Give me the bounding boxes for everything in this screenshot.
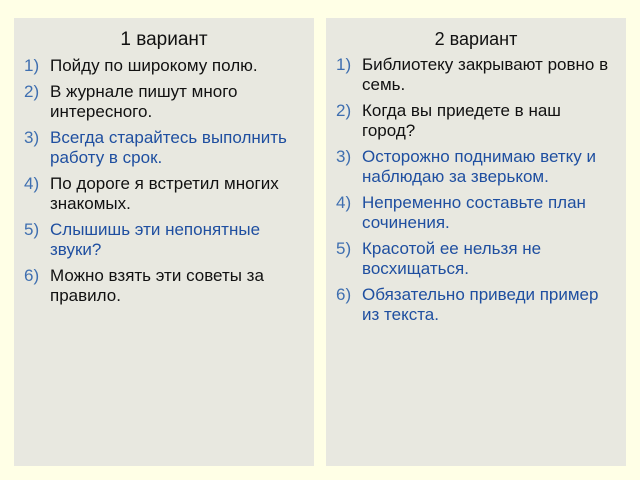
item-number: 2) [24,81,40,101]
item-text: Красотой ее нельзя не восхищаться. [362,238,542,279]
item-number: 5) [336,238,352,258]
variant-1-panel [14,18,314,466]
item-number: 2) [336,100,352,120]
item-number: 6) [24,266,40,286]
list-item [24,174,304,214]
item-number: 6) [336,285,352,305]
variant-1-list [24,56,304,307]
list-item [336,285,616,325]
list-item [24,56,304,76]
list-item [336,101,616,141]
list-item [336,147,616,187]
item-number: 5) [24,220,40,240]
item-text: Можно взять эти советы за правило. [50,266,264,306]
variant-2-panel [326,18,626,466]
list-item [24,128,304,168]
item-number: 1) [24,55,40,75]
item-text: Непременно составьте план сочинения. [362,192,586,232]
variant-2-list [336,55,616,326]
list-item [336,55,616,95]
item-number: 4) [336,192,352,212]
item-text: Слышишь эти непонятные звуки? [50,220,261,260]
list-item [24,220,304,260]
item-number: 3) [24,127,40,147]
item-text: Осторожно поднимаю ветку и наблюдаю за зверьком. [362,146,596,186]
list-item [336,239,616,279]
variant-1-title: 1 вариант [120,29,208,50]
item-text: Обязательно приведи пример из текста. [362,285,599,325]
item-number: 3) [336,146,352,166]
item-text: Всегда старайтесь выполнить работу в срок. [50,127,287,167]
list-item [24,82,304,122]
item-text: Когда вы приедете в наш город? [362,100,561,140]
item-number: 4) [24,174,40,194]
item-text: Пойду по широкому полю. [50,55,258,75]
list-item [24,266,304,306]
variant-2-title: 2 вариант [434,29,518,49]
item-text: Библиотеку закрывают ровно в семь. [362,54,609,94]
item-text: В журнале пишут много интересного. [50,81,238,121]
list-item [336,193,616,233]
item-number: 1) [336,54,352,74]
item-text: По дороге я встретил многих знакомых. [50,174,279,214]
